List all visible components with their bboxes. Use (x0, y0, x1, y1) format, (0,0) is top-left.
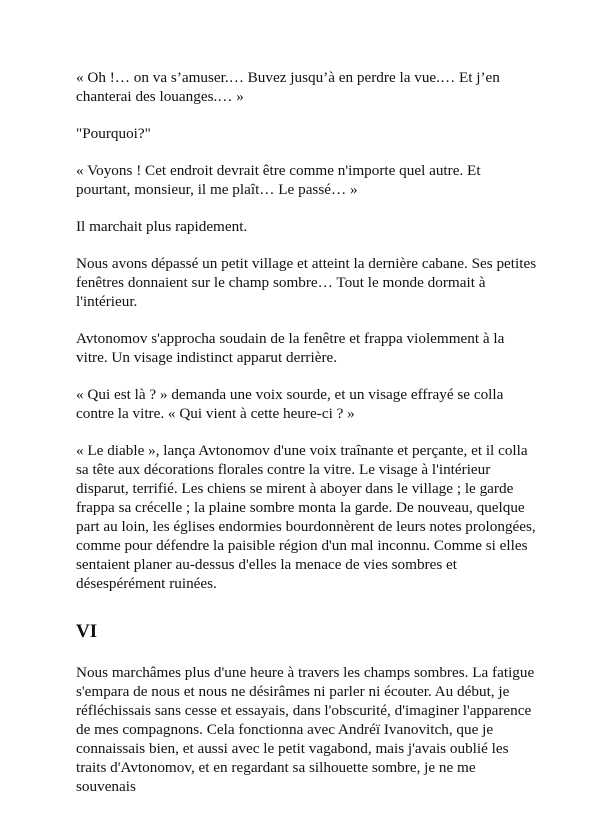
section-heading: VI (76, 621, 98, 642)
paragraph: « Oh !… on va s’amuser.… Buvez jusqu’à en perdre la vue.… Et j’en chanterai des louanges.… » (76, 69, 500, 105)
paragraph: "Pourquoi?" (76, 125, 151, 142)
paragraph: Nous marchâmes plus d'une heure à travers les champs sombres. La fatigue s'empara de nous et nous ne désirâmes ni parler ni écouter. Au début, je réfléchissais sans cesse et essayais, dans l'obscurité, d'imaginer l'apparence de mes compagnons. Cela fonctionna avec Andréï Ivanovitch, que je connaissais bien, et aussi avec le petit vagabond, mais j'avais oublié les traits d'Avtonomov, et en regardant sa silhouette sombre, je ne me souvenais (76, 664, 535, 795)
paragraph: « Le diable », lança Avtonomov d'une voix traînante et perçante, et il colla sa tête aux décorations florales contre la vitre. Le visage à l'intérieur disparut, terrifié. Les chiens se mirent à aboyer dans le village ; le garde frappa sa crécelle ; la plaine sombre monta la garde. De nouveau, quelque part au loin, les églises endormies bourdonnèrent de leurs notes prolongées, comme pour défendre la paisible région d'un mal inconnu. Comme si elles sentaient planer au-dessus d'elles la menace de vies sombres et désespérément ruinées. (76, 442, 536, 592)
paragraph: Il marchait plus rapidement. (76, 218, 248, 235)
document-page (76, 68, 538, 814)
paragraph: Nous avons dépassé un petit village et atteint la dernière cabane. Ses petites fenêtres donnaient sur le champ sombre… Tout le monde dormait à l'intérieur. (76, 255, 537, 310)
paragraph: « Voyons ! Cet endroit devrait être comme n'importe quel autre. Et pourtant, monsieur, il me plaît… Le passé… » (76, 162, 481, 198)
paragraph: Avtonomov s'approcha soudain de la fenêtre et frappa violemment à la vitre. Un visage indistinct apparut derrière. (76, 330, 505, 366)
paragraph: « Qui est là ? » demanda une voix sourde, et un visage effrayé se colla contre la vitre. « Qui vient à cette heure-ci ? » (76, 386, 504, 422)
